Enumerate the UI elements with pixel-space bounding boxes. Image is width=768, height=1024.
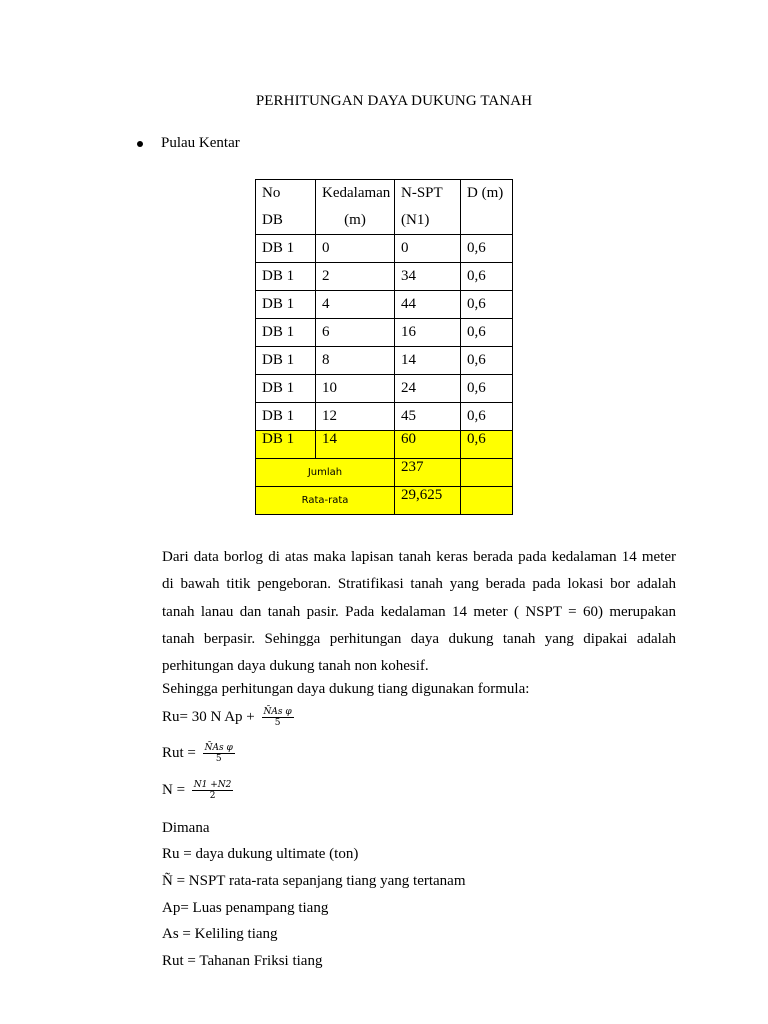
- cell-d: 0,6: [461, 347, 513, 375]
- cell-nspt: 45: [395, 403, 461, 431]
- table-row-highlighted: [256, 431, 513, 459]
- cell-nspt: 44: [395, 291, 461, 319]
- definition-ap: Ap= Luas penampang tiang: [162, 900, 329, 916]
- definition-ru: Ru = daya dukung ultimate (ton): [162, 846, 359, 862]
- formula-rut-prefix: Rut =: [162, 744, 196, 761]
- header-kedalaman: Kedalaman (m): [316, 180, 395, 235]
- fraction-denominator: 2: [209, 791, 216, 801]
- cell-kedalaman: 4: [316, 291, 395, 319]
- cell-db: DB 1: [256, 431, 316, 459]
- explanation-paragraph: [162, 544, 676, 680]
- cell-nspt: 0: [395, 235, 461, 263]
- cell-db: DB 1: [256, 263, 316, 291]
- paragraph-line: tanah berpasir. Sehingga perhitungan daya dukung tanah yang dipakai adalah: [162, 630, 676, 647]
- cell-nspt: 14: [395, 347, 461, 375]
- cell-db: DB 1: [256, 319, 316, 347]
- formula-n-fraction: [192, 780, 234, 801]
- cell-db: DB 1: [256, 347, 316, 375]
- page-title: PERHITUNGAN DAYA DUKUNG TANAH: [255, 93, 533, 109]
- cell-d: 0,6: [461, 263, 513, 291]
- cell-db: DB 1: [256, 403, 316, 431]
- header-d: D (m): [461, 180, 513, 235]
- table-row: [256, 235, 513, 263]
- cell-kedalaman: 8: [316, 347, 395, 375]
- table-row: [256, 403, 513, 431]
- cell-db: DB 1: [256, 291, 316, 319]
- cell-kedalaman: 6: [316, 319, 395, 347]
- cell-d: 0,6: [461, 291, 513, 319]
- formula-rut-fraction: [203, 743, 235, 764]
- fraction-numerator: ÑAs φ: [263, 707, 292, 717]
- cell-db: DB 1: [256, 375, 316, 403]
- rata-label: Rata-rata: [256, 487, 395, 515]
- cell-d: 0,6: [461, 431, 513, 459]
- header-no: No DB: [256, 180, 316, 235]
- cell-d: 0,6: [461, 319, 513, 347]
- cell-kedalaman: 2: [316, 263, 395, 291]
- formula-ru: [162, 707, 294, 728]
- cell-nspt: 24: [395, 375, 461, 403]
- fraction-denominator: 5: [215, 754, 222, 764]
- dimana-label: Dimana: [162, 820, 210, 836]
- paragraph-line: tanah lanau dan tanah pasir. Pada kedalaman 14 meter ( NSPT = 60) merupakan: [162, 603, 676, 620]
- cell-d: 0,6: [461, 403, 513, 431]
- table-header-row: [256, 180, 513, 235]
- paragraph-line: di bawah titik pengeboran. Stratifikasi tanah yang berada pada lokasi bor adalah: [162, 576, 676, 593]
- jumlah-label: Jumlah: [256, 459, 395, 487]
- jumlah-value: 237: [395, 459, 461, 487]
- header-nspt: N-SPT (N1): [395, 180, 461, 235]
- cell-kedalaman: 14: [316, 431, 395, 459]
- formula-ru-prefix: Ru= 30 N Ap +: [162, 708, 255, 725]
- table-row: [256, 375, 513, 403]
- cell-d: 0,6: [461, 375, 513, 403]
- table-row: [256, 291, 513, 319]
- cell-d: 0,6: [461, 235, 513, 263]
- cell-db: DB 1: [256, 235, 316, 263]
- cell-kedalaman: 0: [316, 235, 395, 263]
- definition-as: As = Keliling tiang: [162, 926, 278, 942]
- paragraph-line: Dari data borlog di atas maka lapisan tanah keras berada pada kedalaman 14 meter: [162, 549, 676, 565]
- rata-empty: [461, 487, 513, 515]
- formula-intro: Sehingga perhitungan daya dukung tiang digunakan formula:: [162, 681, 530, 697]
- bullet-item: [137, 135, 240, 152]
- cell-kedalaman: 12: [316, 403, 395, 431]
- table-row: [256, 263, 513, 291]
- paragraph-line: perhitungan daya dukung tanah non kohesif.: [162, 658, 429, 675]
- formula-ru-fraction: [262, 707, 294, 728]
- formula-n-prefix: N =: [162, 781, 186, 798]
- rata-value: 29,625: [395, 487, 461, 515]
- rata-row: [256, 487, 513, 515]
- fraction-numerator: N1 +N2: [193, 780, 232, 790]
- definition-n: Ñ = NSPT rata-rata sepanjang tiang yang tertanam: [162, 873, 466, 889]
- formula-n: [162, 780, 233, 801]
- cell-nspt: 16: [395, 319, 461, 347]
- cell-nspt: 60: [395, 431, 461, 459]
- cell-kedalaman: 10: [316, 375, 395, 403]
- definition-rut: Rut = Tahanan Friksi tiang: [162, 953, 323, 969]
- formula-rut: [162, 743, 235, 764]
- jumlah-row: [256, 459, 513, 487]
- bullet-label: Pulau Kentar: [161, 135, 240, 151]
- jumlah-empty: [461, 459, 513, 487]
- fraction-denominator: 5: [274, 718, 281, 728]
- table-row: [256, 319, 513, 347]
- cell-nspt: 34: [395, 263, 461, 291]
- bullet-dot-icon: [137, 141, 143, 147]
- nspt-table: [255, 179, 513, 515]
- table-row: [256, 347, 513, 375]
- fraction-numerator: ÑAs φ: [204, 743, 233, 753]
